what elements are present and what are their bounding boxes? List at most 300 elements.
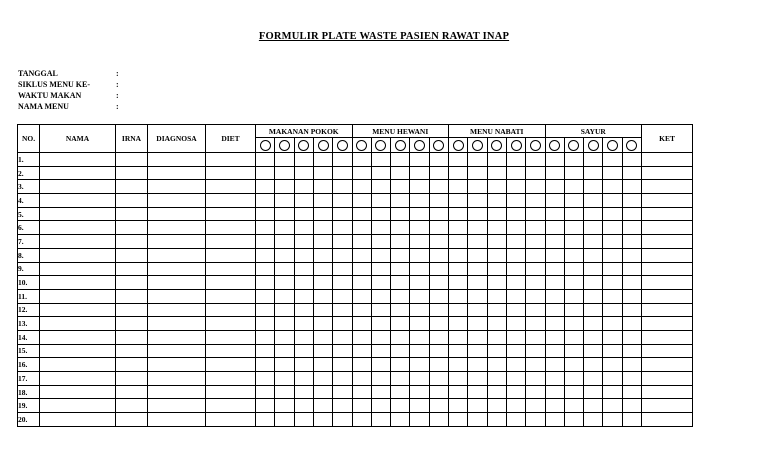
form-cell[interactable] [506,372,525,386]
form-cell[interactable] [294,221,313,235]
form-cell[interactable] [391,344,410,358]
form-cell[interactable] [275,221,294,235]
form-cell[interactable] [391,153,410,167]
form-cell[interactable] [506,344,525,358]
form-cell[interactable] [313,248,332,262]
form-cell[interactable] [116,166,148,180]
form-cell[interactable] [526,235,545,249]
form-cell[interactable] [294,262,313,276]
form-cell[interactable] [352,413,371,427]
form-cell[interactable] [545,372,564,386]
form-cell[interactable] [333,235,352,249]
form-cell[interactable] [526,399,545,413]
form-cell[interactable] [40,166,116,180]
form-cell[interactable] [603,153,622,167]
form-cell[interactable] [275,194,294,208]
form-cell[interactable] [410,180,429,194]
form-cell[interactable] [584,248,603,262]
form-cell[interactable] [429,358,448,372]
form-cell[interactable] [449,344,468,358]
form-cell[interactable] [206,262,256,276]
form-cell[interactable] [40,303,116,317]
form-cell[interactable] [506,317,525,331]
form-cell[interactable] [506,180,525,194]
form-cell[interactable] [526,413,545,427]
form-cell[interactable] [564,221,583,235]
form-cell[interactable] [642,180,693,194]
form-cell[interactable] [352,399,371,413]
form-cell[interactable] [468,358,487,372]
form-cell[interactable] [449,235,468,249]
form-cell[interactable] [256,276,275,290]
form-cell[interactable] [584,399,603,413]
form-cell[interactable] [545,194,564,208]
form-cell[interactable] [487,180,506,194]
form-cell[interactable] [468,413,487,427]
form-cell[interactable] [449,399,468,413]
form-cell[interactable] [275,385,294,399]
form-cell[interactable] [256,372,275,386]
form-cell[interactable] [116,317,148,331]
form-cell[interactable] [40,153,116,167]
form-cell[interactable] [468,194,487,208]
form-cell[interactable] [116,330,148,344]
form-cell[interactable] [642,166,693,180]
form-cell[interactable] [622,372,641,386]
form-cell[interactable] [526,372,545,386]
form-cell[interactable] [391,385,410,399]
form-cell[interactable] [506,303,525,317]
form-cell[interactable] [429,289,448,303]
form-cell[interactable] [487,385,506,399]
form-cell[interactable] [564,194,583,208]
form-cell[interactable] [116,303,148,317]
form-cell[interactable] [545,289,564,303]
form-cell[interactable] [429,372,448,386]
form-cell[interactable] [622,248,641,262]
form-cell[interactable] [449,289,468,303]
form-cell[interactable] [449,413,468,427]
form-cell[interactable] [333,207,352,221]
form-cell[interactable] [564,385,583,399]
form-cell[interactable] [294,194,313,208]
form-cell[interactable] [206,276,256,290]
form-cell[interactable] [487,194,506,208]
form-cell[interactable] [642,344,693,358]
form-cell[interactable] [391,399,410,413]
form-cell[interactable] [275,248,294,262]
form-cell[interactable] [333,248,352,262]
form-cell[interactable] [333,330,352,344]
form-cell[interactable] [116,221,148,235]
form-cell[interactable] [275,317,294,331]
form-cell[interactable] [429,248,448,262]
form-cell[interactable] [40,207,116,221]
form-cell[interactable] [468,221,487,235]
form-cell[interactable] [584,385,603,399]
form-cell[interactable] [449,385,468,399]
form-cell[interactable] [352,221,371,235]
form-cell[interactable] [468,276,487,290]
form-cell[interactable] [584,317,603,331]
form-cell[interactable] [545,385,564,399]
form-cell[interactable] [622,153,641,167]
form-cell[interactable] [352,180,371,194]
form-cell[interactable] [506,194,525,208]
form-cell[interactable] [352,262,371,276]
form-cell[interactable] [333,317,352,331]
form-cell[interactable] [391,248,410,262]
form-cell[interactable] [603,317,622,331]
form-cell[interactable] [584,180,603,194]
form-cell[interactable] [333,358,352,372]
form-cell[interactable] [564,235,583,249]
form-cell[interactable] [603,344,622,358]
form-cell[interactable] [603,207,622,221]
form-cell[interactable] [371,248,390,262]
form-cell[interactable] [545,330,564,344]
form-cell[interactable] [429,344,448,358]
form-cell[interactable] [642,289,693,303]
form-cell[interactable] [206,194,256,208]
form-cell[interactable] [333,289,352,303]
form-cell[interactable] [622,180,641,194]
form-cell[interactable] [564,180,583,194]
form-cell[interactable] [333,180,352,194]
form-cell[interactable] [622,207,641,221]
form-cell[interactable] [526,248,545,262]
form-cell[interactable] [584,358,603,372]
form-cell[interactable] [116,344,148,358]
form-cell[interactable] [206,344,256,358]
form-cell[interactable] [564,330,583,344]
form-cell[interactable] [564,303,583,317]
form-cell[interactable] [391,358,410,372]
form-cell[interactable] [564,413,583,427]
form-cell[interactable] [294,180,313,194]
form-cell[interactable] [371,180,390,194]
form-cell[interactable] [40,372,116,386]
form-cell[interactable] [506,330,525,344]
form-cell[interactable] [429,180,448,194]
form-cell[interactable] [622,235,641,249]
form-cell[interactable] [313,413,332,427]
form-cell[interactable] [564,289,583,303]
form-cell[interactable] [429,276,448,290]
form-cell[interactable] [564,262,583,276]
form-cell[interactable] [206,385,256,399]
form-cell[interactable] [391,207,410,221]
form-cell[interactable] [313,235,332,249]
form-cell[interactable] [391,289,410,303]
form-cell[interactable] [313,180,332,194]
form-cell[interactable] [333,399,352,413]
form-cell[interactable] [371,385,390,399]
form-cell[interactable] [352,248,371,262]
form-cell[interactable] [545,276,564,290]
form-cell[interactable] [642,413,693,427]
form-cell[interactable] [148,303,206,317]
form-cell[interactable] [40,344,116,358]
form-cell[interactable] [603,303,622,317]
form-cell[interactable] [352,303,371,317]
form-cell[interactable] [564,248,583,262]
form-cell[interactable] [313,221,332,235]
form-cell[interactable] [294,330,313,344]
form-cell[interactable] [468,166,487,180]
form-cell[interactable] [642,317,693,331]
form-cell[interactable] [391,413,410,427]
form-cell[interactable] [487,330,506,344]
form-cell[interactable] [545,153,564,167]
form-cell[interactable] [294,303,313,317]
form-cell[interactable] [371,358,390,372]
form-cell[interactable] [603,221,622,235]
form-cell[interactable] [256,248,275,262]
form-cell[interactable] [584,289,603,303]
form-cell[interactable] [506,248,525,262]
form-cell[interactable] [545,248,564,262]
form-cell[interactable] [206,399,256,413]
form-cell[interactable] [206,235,256,249]
form-cell[interactable] [449,372,468,386]
form-cell[interactable] [603,276,622,290]
form-cell[interactable] [410,153,429,167]
form-cell[interactable] [642,153,693,167]
form-cell[interactable] [449,166,468,180]
form-cell[interactable] [584,372,603,386]
form-cell[interactable] [468,317,487,331]
form-cell[interactable] [371,235,390,249]
form-cell[interactable] [313,289,332,303]
form-cell[interactable] [642,358,693,372]
form-cell[interactable] [449,330,468,344]
form-cell[interactable] [40,399,116,413]
form-cell[interactable] [487,399,506,413]
form-cell[interactable] [622,276,641,290]
form-cell[interactable] [468,262,487,276]
form-cell[interactable] [352,194,371,208]
form-cell[interactable] [468,344,487,358]
form-cell[interactable] [371,399,390,413]
form-cell[interactable] [294,358,313,372]
form-cell[interactable] [313,303,332,317]
form-cell[interactable] [468,372,487,386]
form-cell[interactable] [371,317,390,331]
form-cell[interactable] [256,166,275,180]
form-cell[interactable] [506,276,525,290]
form-cell[interactable] [256,358,275,372]
form-cell[interactable] [391,221,410,235]
form-cell[interactable] [294,207,313,221]
form-cell[interactable] [148,344,206,358]
form-cell[interactable] [148,317,206,331]
form-cell[interactable] [275,276,294,290]
form-cell[interactable] [545,262,564,276]
form-cell[interactable] [333,221,352,235]
form-cell[interactable] [506,166,525,180]
form-cell[interactable] [148,385,206,399]
form-cell[interactable] [410,248,429,262]
form-cell[interactable] [206,413,256,427]
form-cell[interactable] [564,358,583,372]
form-cell[interactable] [371,194,390,208]
form-cell[interactable] [371,303,390,317]
form-cell[interactable] [256,399,275,413]
form-cell[interactable] [391,372,410,386]
form-cell[interactable] [410,330,429,344]
form-cell[interactable] [256,194,275,208]
form-cell[interactable] [294,413,313,427]
form-cell[interactable] [622,317,641,331]
form-cell[interactable] [116,413,148,427]
form-cell[interactable] [313,399,332,413]
form-cell[interactable] [294,166,313,180]
form-cell[interactable] [116,276,148,290]
form-cell[interactable] [40,385,116,399]
form-cell[interactable] [275,372,294,386]
form-cell[interactable] [294,235,313,249]
form-cell[interactable] [275,330,294,344]
form-cell[interactable] [333,166,352,180]
form-cell[interactable] [40,194,116,208]
form-cell[interactable] [410,194,429,208]
form-cell[interactable] [487,276,506,290]
form-cell[interactable] [487,344,506,358]
form-cell[interactable] [642,194,693,208]
form-cell[interactable] [506,235,525,249]
form-cell[interactable] [352,153,371,167]
form-cell[interactable] [429,399,448,413]
form-cell[interactable] [275,399,294,413]
form-cell[interactable] [352,344,371,358]
form-cell[interactable] [371,276,390,290]
form-cell[interactable] [642,399,693,413]
form-cell[interactable] [206,317,256,331]
form-cell[interactable] [526,207,545,221]
form-cell[interactable] [410,399,429,413]
form-cell[interactable] [603,385,622,399]
form-cell[interactable] [545,358,564,372]
form-cell[interactable] [506,358,525,372]
form-cell[interactable] [391,330,410,344]
form-cell[interactable] [603,194,622,208]
form-cell[interactable] [391,262,410,276]
form-cell[interactable] [371,153,390,167]
form-cell[interactable] [294,248,313,262]
form-cell[interactable] [584,262,603,276]
form-cell[interactable] [40,317,116,331]
form-cell[interactable] [468,248,487,262]
form-cell[interactable] [256,180,275,194]
form-cell[interactable] [256,330,275,344]
form-cell[interactable] [206,372,256,386]
form-cell[interactable] [313,317,332,331]
form-cell[interactable] [564,372,583,386]
form-cell[interactable] [116,358,148,372]
form-cell[interactable] [487,303,506,317]
form-cell[interactable] [116,385,148,399]
form-cell[interactable] [275,303,294,317]
form-cell[interactable] [256,344,275,358]
form-cell[interactable] [391,317,410,331]
form-cell[interactable] [352,385,371,399]
form-cell[interactable] [545,221,564,235]
form-cell[interactable] [603,180,622,194]
form-cell[interactable] [526,289,545,303]
form-cell[interactable] [256,385,275,399]
form-cell[interactable] [40,289,116,303]
form-cell[interactable] [116,399,148,413]
form-cell[interactable] [371,262,390,276]
form-cell[interactable] [256,303,275,317]
form-cell[interactable] [410,303,429,317]
form-cell[interactable] [642,248,693,262]
form-cell[interactable] [40,262,116,276]
form-cell[interactable] [622,399,641,413]
form-cell[interactable] [506,262,525,276]
form-cell[interactable] [275,180,294,194]
form-cell[interactable] [256,413,275,427]
form-cell[interactable] [545,207,564,221]
form-cell[interactable] [410,385,429,399]
form-cell[interactable] [40,330,116,344]
form-cell[interactable] [584,221,603,235]
form-cell[interactable] [526,166,545,180]
form-cell[interactable] [275,413,294,427]
form-cell[interactable] [429,194,448,208]
form-cell[interactable] [487,235,506,249]
form-cell[interactable] [333,303,352,317]
form-cell[interactable] [313,166,332,180]
form-cell[interactable] [256,317,275,331]
form-cell[interactable] [526,330,545,344]
form-cell[interactable] [603,330,622,344]
form-cell[interactable] [468,385,487,399]
form-cell[interactable] [333,372,352,386]
form-cell[interactable] [410,221,429,235]
form-cell[interactable] [526,303,545,317]
form-cell[interactable] [352,372,371,386]
form-cell[interactable] [603,166,622,180]
form-cell[interactable] [506,413,525,427]
form-cell[interactable] [603,235,622,249]
form-cell[interactable] [429,153,448,167]
form-cell[interactable] [449,276,468,290]
form-cell[interactable] [333,276,352,290]
form-cell[interactable] [545,413,564,427]
form-cell[interactable] [206,248,256,262]
form-cell[interactable] [116,180,148,194]
form-cell[interactable] [506,399,525,413]
form-cell[interactable] [564,207,583,221]
form-cell[interactable] [206,289,256,303]
form-cell[interactable] [294,372,313,386]
form-cell[interactable] [410,289,429,303]
form-cell[interactable] [371,413,390,427]
form-cell[interactable] [545,166,564,180]
form-cell[interactable] [584,276,603,290]
form-cell[interactable] [506,221,525,235]
form-cell[interactable] [333,262,352,276]
form-cell[interactable] [148,330,206,344]
form-cell[interactable] [313,344,332,358]
form-cell[interactable] [506,153,525,167]
form-cell[interactable] [116,289,148,303]
form-cell[interactable] [410,207,429,221]
form-cell[interactable] [429,207,448,221]
form-cell[interactable] [352,235,371,249]
